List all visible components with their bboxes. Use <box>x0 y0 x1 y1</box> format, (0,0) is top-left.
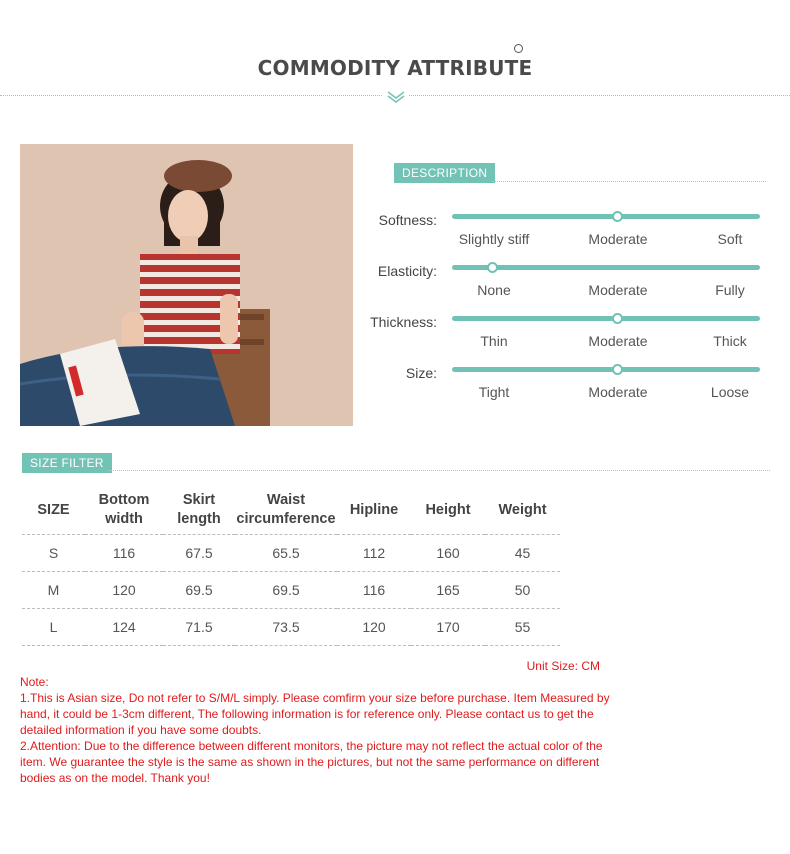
table-cell: 73.5 <box>235 609 337 646</box>
size-fit-option: Loose <box>710 384 750 400</box>
page-title: COMMODITY ATTRIBUTE <box>257 56 533 80</box>
size-table-header-row <box>22 486 560 535</box>
thickness-option: Thin <box>480 333 508 349</box>
size-filter-tag: SIZE FILTER <box>22 453 112 473</box>
table-cell: S <box>22 535 85 572</box>
size-fit-label: Size: <box>405 365 437 381</box>
softness-track <box>452 214 760 219</box>
size-fit-track <box>452 367 760 372</box>
table-header: Waist circumference <box>236 492 336 527</box>
softness-option: Soft <box>717 231 743 247</box>
table-row <box>22 572 560 609</box>
thickness-label: Thickness: <box>370 314 437 330</box>
size-fit-option: Tight <box>478 384 510 400</box>
softness-option: Moderate <box>588 231 648 247</box>
elasticity-knob <box>487 262 498 273</box>
elasticity-option: None <box>477 282 511 298</box>
table-cell: 50 <box>485 572 560 609</box>
table-cell: 71.5 <box>163 609 235 646</box>
softness-label: Softness: <box>378 212 437 228</box>
unit-size-note: Unit Size: CM <box>526 659 600 673</box>
table-cell: 55 <box>485 609 560 646</box>
table-cell: 69.5 <box>235 572 337 609</box>
table-header: Height <box>425 501 471 518</box>
size-filter-divider <box>108 470 770 471</box>
softness-option: Slightly stiff <box>458 231 530 247</box>
table-cell: 165 <box>411 572 485 609</box>
table-header: Weight <box>498 501 547 518</box>
elasticity-option: Fully <box>715 282 745 298</box>
table-row <box>22 609 560 646</box>
table-cell: 170 <box>411 609 485 646</box>
table-cell: 116 <box>337 572 411 609</box>
thickness-option: Thick <box>713 333 747 349</box>
table-cell: 120 <box>85 572 163 609</box>
table-cell: 45 <box>485 535 560 572</box>
table-cell: 67.5 <box>163 535 235 572</box>
double-chevron-down-icon <box>383 90 409 104</box>
table-cell: 160 <box>411 535 485 572</box>
table-cell: L <box>22 609 85 646</box>
table-cell: M <box>22 572 85 609</box>
table-header: Hipline <box>349 501 399 518</box>
table-cell: 69.5 <box>163 572 235 609</box>
size-table <box>22 486 560 646</box>
elasticity-track <box>452 265 760 270</box>
size-fit-knob <box>612 364 623 375</box>
table-row <box>22 535 560 572</box>
softness-knob <box>612 211 623 222</box>
table-cell: 65.5 <box>235 535 337 572</box>
thickness-option: Moderate <box>588 333 648 349</box>
description-divider <box>492 181 766 182</box>
elasticity-label: Elasticity: <box>377 263 437 279</box>
table-header: SIZE <box>37 501 70 518</box>
description-tag: DESCRIPTION <box>394 163 495 183</box>
notes-block <box>20 674 610 786</box>
product-photo <box>20 144 353 426</box>
degree-mark <box>514 44 523 53</box>
note-item: 1.This is Asian size, Do not refer to S/M/L simply. Please comfirm your size before purchase. Item Measured by hand, it could be 1-3cm different, The following information is for reference only. Please contact us to get the detailed information if you have some doubts. <box>20 691 610 737</box>
note-heading: Note: <box>20 675 49 689</box>
elasticity-option: Moderate <box>588 282 648 298</box>
table-cell: 124 <box>85 609 163 646</box>
thickness-track <box>452 316 760 321</box>
table-header: Skirt length <box>177 492 221 527</box>
table-cell: 112 <box>337 535 411 572</box>
table-header: Bottom width <box>98 492 150 527</box>
note-item: 2.Attention: Due to the difference between different monitors, the picture may not reflect the actual color of the item. We guarantee the style is the same as shown in the pictures, but not the same performance on different bodies as on the model. Thank you! <box>20 739 603 785</box>
size-fit-option: Moderate <box>588 384 648 400</box>
table-cell: 116 <box>85 535 163 572</box>
thickness-knob <box>612 313 623 324</box>
table-cell: 120 <box>337 609 411 646</box>
